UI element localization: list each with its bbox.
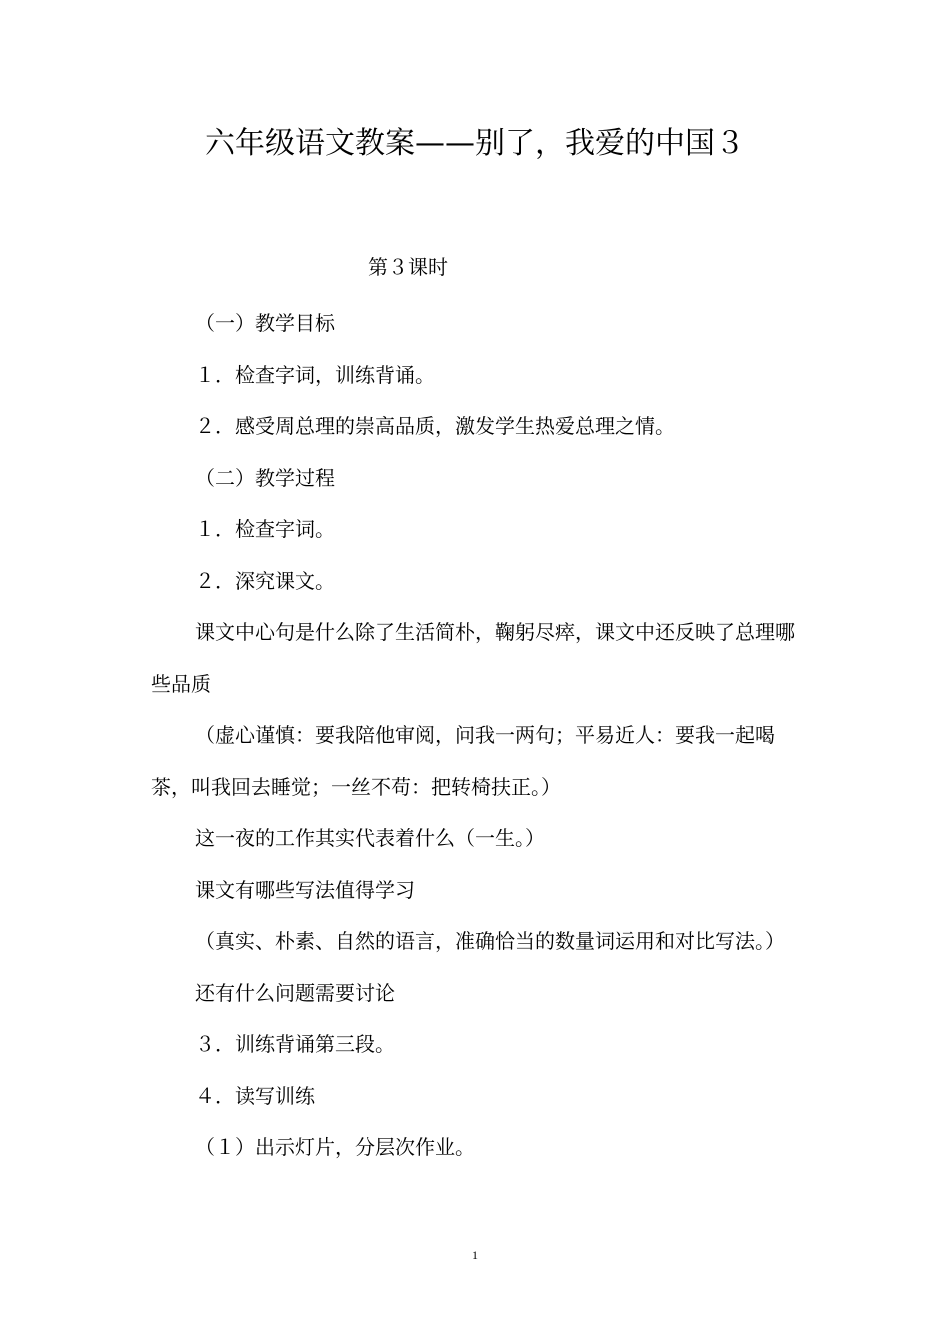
objective-item-2: ２．感受周总理的崇高品质，激发学生热爱总理之情。 (195, 414, 675, 438)
process-item-2: ２．深究课文。 (195, 568, 335, 593)
document-title: 六年级语文教案——别了，我爱的中国３ (205, 126, 745, 161)
paragraph-answer-qualities: （虚心谨慎：要我陪他审阅，问我一两句；平易近人：要我一起喝茶，叫我回去睡觉；一丝不苟：把转椅扶正。） (151, 723, 775, 799)
process-item-3: ３．训练背诵第三段。 (195, 1032, 395, 1056)
process-item-4: ４．读写训练 (195, 1083, 315, 1108)
process-subitem-1: （１）出示灯片，分层次作业。 (195, 1135, 475, 1159)
process-item-1: １．检查字词。 (195, 517, 335, 541)
paragraph-question-discussion: 还有什么问题需要讨论 (195, 980, 395, 1005)
paragraph-question-night-work: 这一夜的工作其实代表着什么（一生。） (195, 826, 545, 850)
section-heading-process: （二）教学过程 (195, 465, 335, 490)
document-body (151, 298, 803, 1174)
objective-item-1: １．检查字词，训练背诵。 (195, 362, 435, 387)
paragraph-question-center-sentence: 课文中心句是什么除了生活简朴，鞠躬尽瘁，课文中还反映了总理哪些品质 (151, 620, 795, 696)
page-number: 1 (472, 1248, 478, 1262)
paragraph-question-writing-methods: 课文有哪些写法值得学习 (195, 877, 415, 902)
lesson-period-heading: 第３课时 (368, 255, 448, 279)
paragraph-answer-writing-methods: （真实、朴素、自然的语言，准确恰当的数量词运用和对比写法。） (195, 929, 785, 953)
section-heading-objectives: （一）教学目标 (195, 311, 335, 335)
